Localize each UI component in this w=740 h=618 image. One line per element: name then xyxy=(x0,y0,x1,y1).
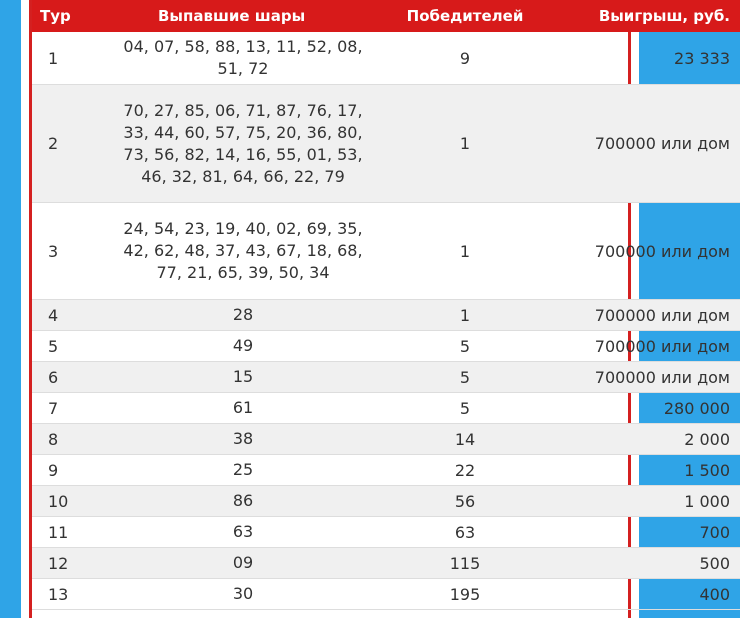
cell-winners: 56 xyxy=(382,486,548,517)
cell-balls: 38 xyxy=(104,424,382,455)
table-row xyxy=(32,85,740,203)
cell-tour: 1 xyxy=(32,32,104,85)
results-table xyxy=(32,0,740,610)
cell-winners: 1 xyxy=(382,203,548,300)
cell-tour: 4 xyxy=(32,300,104,331)
cell-tour: 3 xyxy=(32,203,104,300)
cell-tour: 7 xyxy=(32,393,104,424)
page-frame xyxy=(21,0,730,618)
cell-balls: 25 xyxy=(104,455,382,486)
cell-balls: 15 xyxy=(104,362,382,393)
cell-tour: 10 xyxy=(32,486,104,517)
cell-prize: 700000 или дом xyxy=(548,300,740,331)
table-row xyxy=(32,32,740,85)
cell-winners: 5 xyxy=(382,362,548,393)
header-row xyxy=(32,0,740,32)
cell-prize: 400 xyxy=(548,579,740,610)
header-balls: Выпавшие шары xyxy=(158,7,306,25)
cell-tour: 9 xyxy=(32,455,104,486)
cell-balls: 49 xyxy=(104,331,382,362)
cell-winners: 5 xyxy=(382,393,548,424)
table-row xyxy=(32,203,740,300)
table-row xyxy=(32,424,740,455)
cell-prize: 1 000 xyxy=(548,486,740,517)
results-panel xyxy=(29,0,730,618)
cell-tour: 8 xyxy=(32,424,104,455)
cell-winners: 1 xyxy=(382,300,548,331)
cell-tour: 5 xyxy=(32,331,104,362)
table-row xyxy=(32,455,740,486)
cell-balls: 04, 07, 58, 88, 13, 11, 52, 08, 51, 72 xyxy=(104,32,382,85)
cell-balls: 86 xyxy=(104,486,382,517)
table-row xyxy=(32,486,740,517)
cell-winners: 63 xyxy=(382,517,548,548)
cell-tour: 6 xyxy=(32,362,104,393)
cell-balls: 63 xyxy=(104,517,382,548)
cell-prize: 2 000 xyxy=(548,424,740,455)
cell-tour: 11 xyxy=(32,517,104,548)
cell-winners: 5 xyxy=(382,331,548,362)
table-row xyxy=(32,362,740,393)
cell-prize: 700 xyxy=(548,517,740,548)
table-body xyxy=(32,32,740,610)
cell-tour: 2 xyxy=(32,85,104,203)
cell-winners: 9 xyxy=(382,32,548,85)
cell-winners: 195 xyxy=(382,579,548,610)
cell-balls: 28 xyxy=(104,300,382,331)
header-winners: Победителей xyxy=(406,7,524,25)
cell-prize: 700000 или дом xyxy=(548,331,740,362)
cell-tour: 13 xyxy=(32,579,104,610)
cell-balls: 30 xyxy=(104,579,382,610)
header-tour: Тур xyxy=(40,7,71,25)
table-row xyxy=(32,579,740,610)
cell-prize: 1 500 xyxy=(548,455,740,486)
table-header xyxy=(32,0,740,32)
table-row xyxy=(32,331,740,362)
cell-winners: 115 xyxy=(382,548,548,579)
cell-balls: 24, 54, 23, 19, 40, 02, 69, 35, 42, 62, 48, 37, 43, 67, 18, 68, 77, 21, 65, 39, 50, 34 xyxy=(104,203,382,300)
cell-balls: 61 xyxy=(104,393,382,424)
cell-prize: 700000 или дом xyxy=(548,85,740,203)
table-row xyxy=(32,393,740,424)
cell-prize: 700000 или дом xyxy=(548,362,740,393)
cell-balls: 70, 27, 85, 06, 71, 87, 76, 17, 33, 44, 60, 57, 75, 20, 36, 80, 73, 56, 82, 14, 16, 55, 01, 53, 46, 32, 81, 64, 66, 22, 79 xyxy=(104,85,382,203)
cell-prize: 280 000 xyxy=(548,393,740,424)
table-row xyxy=(32,517,740,548)
cell-prize: 500 xyxy=(548,548,740,579)
cell-prize: 700000 или дом xyxy=(548,203,740,300)
cell-balls: 09 xyxy=(104,548,382,579)
cell-prize: 23 333 xyxy=(548,32,740,85)
header-prize: Выигрыш, руб. xyxy=(598,7,730,25)
table-row xyxy=(32,300,740,331)
cell-winners: 1 xyxy=(382,85,548,203)
cell-winners: 22 xyxy=(382,455,548,486)
cell-winners: 14 xyxy=(382,424,548,455)
table-row xyxy=(32,548,740,579)
cell-tour: 12 xyxy=(32,548,104,579)
